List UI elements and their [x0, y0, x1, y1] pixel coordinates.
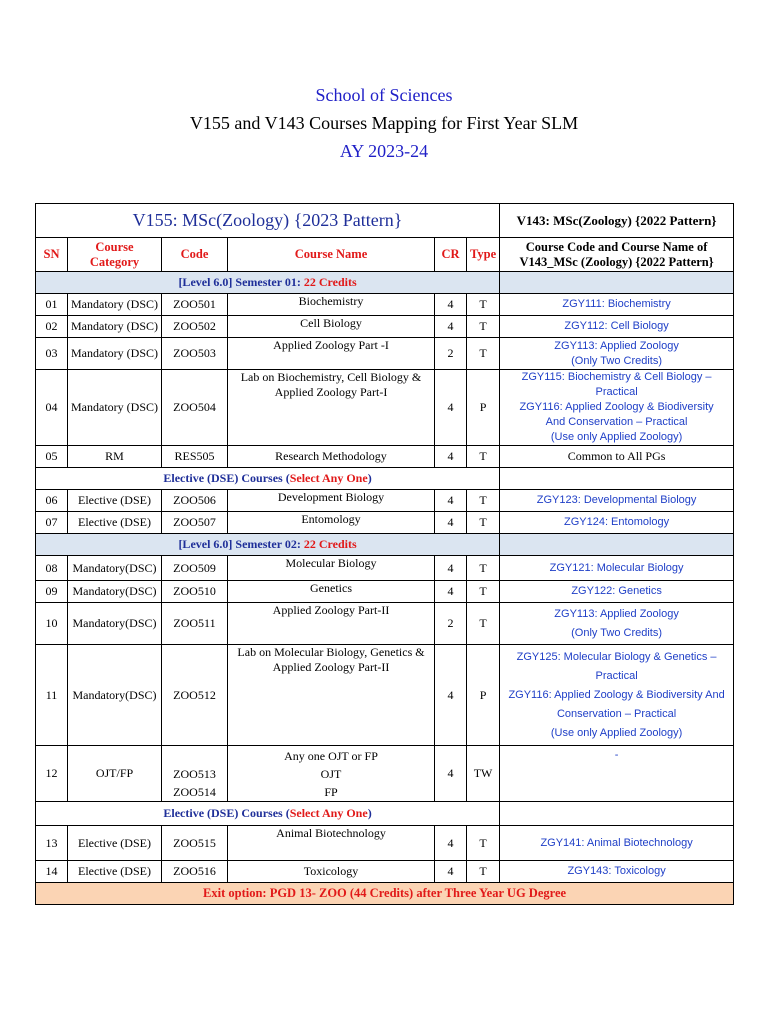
col-type: Type	[467, 238, 500, 272]
elective-label: Elective (DSE) Courses (Select Any One)	[36, 802, 500, 826]
table-row: 13 Elective (DSE) ZOO515 Animal Biotechnology 4 T ZGY141: Animal Biotechnology	[36, 826, 734, 861]
table-row: 02 Mandatory (DSC) ZOO502 Cell Biology 4 T ZGY112: Cell Biology	[36, 316, 734, 338]
school-name: School of Sciences	[315, 85, 453, 105]
semester-row	[36, 272, 734, 294]
col-cr: CR	[435, 238, 467, 272]
table-title-row	[36, 204, 734, 238]
table-row: 04 Mandatory (DSC) ZOO504 Lab on Biochemistry, Cell Biology & Applied Zoology Part-I 4 P ZGY115: Biochemistry & Cell Biology – Practical ZGY116: Applied Zoology & Biodiversity And Conservation – Practical (Use only Applied Zoology)	[36, 370, 734, 446]
table-row: 11 Mandatory(DSC) ZOO512 Lab on Molecular Biology, Genetics & Applied Zoology Part-II 4 P ZGY125: Molecular Biology & Genetics – Practical ZGY116: Applied Zoology & Biodiversity And Conservation – Practical (Use only Applied Zoology)	[36, 645, 734, 746]
table-row: 05 RM RES505 Research Methodology 4 T Common to All PGs	[36, 446, 734, 468]
exit-option-row	[36, 883, 734, 905]
elective-label: Elective (DSE) Courses (Select Any One)	[36, 468, 500, 490]
table-row: 14 Elective (DSE) ZOO516 Toxicology 4 T ZGY143: Toxicology	[36, 861, 734, 883]
v143-title: V143: MSc(Zoology) {2022 Pattern}	[500, 204, 734, 238]
semester-02-label: [Level 6.0] Semester 02: 22 Credits	[36, 534, 500, 556]
academic-year: AY 2023-24	[339, 141, 429, 161]
table-row: 10 Mandatory(DSC) ZOO511 Applied Zoology Part-II 2 T ZGY113: Applied Zoology (Only Two Credits)	[36, 603, 734, 645]
table-row: 12 OJT/FP ZOO513 ZOO514 Any one OJT or FP OJT FP 4 TW -	[36, 746, 734, 802]
semester-01-label: [Level 6.0] Semester 01: 22 Credits	[36, 272, 500, 294]
document-title: V155 and V143 Courses Mapping for First Year SLM	[189, 113, 579, 133]
table-row: 09 Mandatory(DSC) ZOO510 Genetics 4 T ZGY122: Genetics	[36, 581, 734, 603]
exit-option: Exit option: PGD 13- ZOO (44 Credits) after Three Year UG Degree	[36, 883, 734, 905]
elective-header-row	[36, 802, 734, 826]
semester-row	[36, 534, 734, 556]
course-mapping-table	[35, 203, 734, 905]
table-row: 01 Mandatory (DSC) ZOO501 Biochemistry 4 T ZGY111: Biochemistry	[36, 294, 734, 316]
col-course-category: Course Category	[68, 238, 162, 272]
column-header-row	[36, 238, 734, 272]
col-code: Code	[162, 238, 228, 272]
col-course-name: Course Name	[228, 238, 435, 272]
table-row: 08 Mandatory(DSC) ZOO509 Molecular Biology 4 T ZGY121: Molecular Biology	[36, 556, 734, 581]
table-row: 06 Elective (DSE) ZOO506 Development Biology 4 T ZGY123: Developmental Biology	[36, 490, 734, 512]
table-row: 03 Mandatory (DSC) ZOO503 Applied Zoology Part -I 2 T ZGY113: Applied Zoology (Only Two Credits)	[36, 338, 734, 370]
col-sn: SN	[36, 238, 68, 272]
v155-title: V155: MSc(Zoology) {2023 Pattern}	[36, 204, 500, 238]
semester-01-credits: 22 Credits	[303, 275, 357, 289]
semester-02-credits: 22 Credits	[303, 537, 357, 551]
elective-header-row	[36, 468, 734, 490]
col-v143-mapping: Course Code and Course Name of V143_MSc (Zoology) {2022 Pattern}	[500, 238, 734, 272]
table-row: 07 Elective (DSE) ZOO507 Entomology 4 T ZGY124: Entomology	[36, 512, 734, 534]
